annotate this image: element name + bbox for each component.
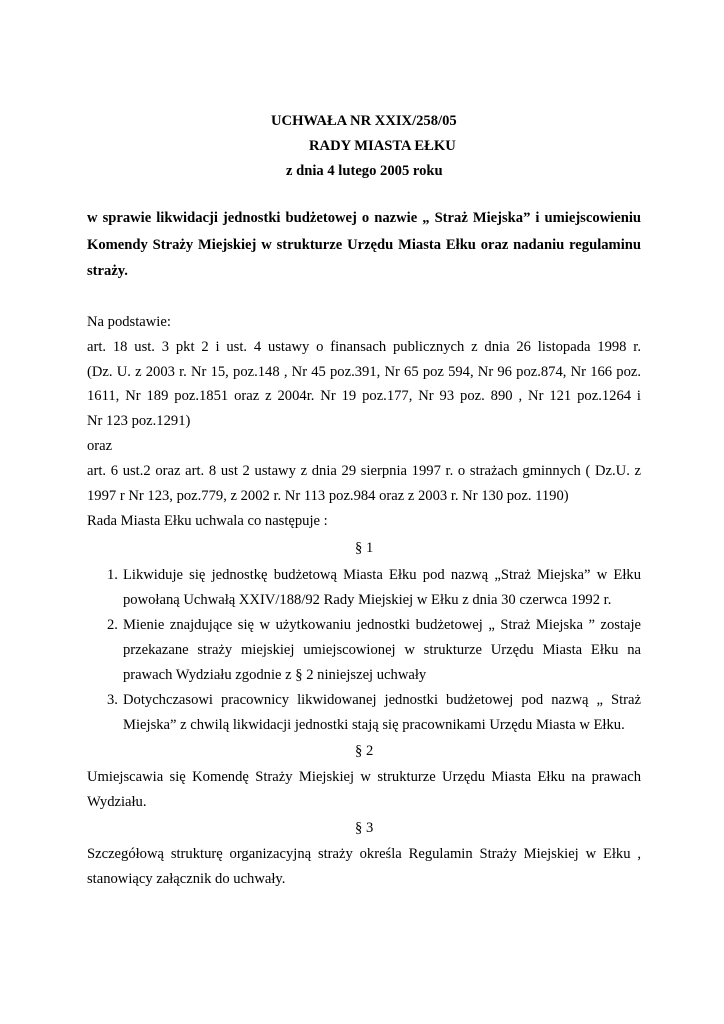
section-heading-3: § 3 — [355, 820, 374, 836]
basis-law-line: (Dz. U. z 2003 r. Nr 15, poz.148 , Nr 45 poz.391, Nr 65 poz 594, Nr 96 poz.874, Nr 166 poz. — [87, 364, 641, 380]
basis-conjunction: oraz — [87, 438, 113, 454]
section-3-text: Szczegółową strukturę organizacyjną straży określa Regulamin Straży Miejskiej w Ełku , — [87, 846, 641, 862]
basis-law-line: art. 18 ust. 3 pkt 2 i ust. 4 ustawy o finansach publicznych z dnia 26 listopada 1998 r. — [87, 339, 641, 355]
basis-law-line: 1611, Nr 189 poz.1851 oraz z 2004r. Nr 19 poz.177, Nr 93 poz. 890 , Nr 121 poz.1264 i — [87, 388, 641, 404]
resolution-title: UCHWAŁA NR XXIX/258/05 — [271, 113, 457, 129]
list-item-line: Miejska” z chwilą likwidacji jednostki stają się pracownikami Urzędu Miasta w Ełku. — [123, 717, 625, 733]
subject-line: w sprawie likwidacji jednostki budżetowej o nazwie „ Straż Miejska” i umiejscowieniu — [87, 210, 641, 226]
section-heading-1: § 1 — [355, 540, 374, 556]
list-item-number: 3. — [107, 692, 118, 708]
basis-law-line: 1997 r Nr 123, poz.779, z 2002 r. Nr 113 poz.984 oraz z 2003 r. Nr 130 poz. 1190) — [87, 488, 569, 504]
section-2-text: Umiejscawia się Komendę Straży Miejskiej w strukturze Urzędu Miasta Ełku na prawach — [87, 769, 641, 785]
list-item-line: powołaną Uchwałą XXIV/188/92 Rady Miejskiej w Ełku z dnia 30 czerwca 1992 r. — [123, 592, 612, 608]
resolution-statement: Rada Miasta Ełku uchwala co następuje : — [87, 513, 328, 529]
resolution-date: z dnia 4 lutego 2005 roku — [286, 163, 443, 179]
issuer-name: RADY MIASTA EŁKU — [309, 138, 456, 154]
section-heading-2: § 2 — [355, 743, 374, 759]
list-item-number: 1. — [107, 567, 118, 583]
section-2-text: Wydziału. — [87, 794, 147, 810]
list-item-line: przekazane straży miejskiej umiejscowionej w strukturze Urzędu Miasta Ełku na — [123, 642, 641, 658]
list-item-number: 2. — [107, 617, 118, 633]
section-3-text: stanowiący załącznik do uchwały. — [87, 871, 286, 887]
list-item-line: Dotychczasowi pracownicy likwidowanej jednostki budżetowej pod nazwą „ Straż — [123, 692, 641, 708]
basis-law-line: art. 6 ust.2 oraz art. 8 ust 2 ustawy z dnia 29 sierpnia 1997 r. o strażach gminnych ( Dz.U. z — [87, 463, 641, 479]
list-item-line: Mienie znajdujące się w użytkowaniu jednostki budżetowej „ Straż Miejska ” zostaje — [123, 617, 641, 633]
list-item-line: Likwiduje się jednostkę budżetową Miasta Ełku pod nazwą „Straż Miejska” w Ełku — [123, 567, 641, 583]
basis-intro: Na podstawie: — [87, 314, 171, 330]
subject-line: Komendy Straży Miejskiej w strukturze Urzędu Miasta Ełku oraz nadaniu regulaminu — [87, 237, 641, 253]
subject-line: straży. — [87, 263, 128, 279]
basis-law-line: Nr 123 poz.1291) — [87, 413, 191, 429]
list-item-line: prawach Wydziału zgodnie z § 2 niniejszej uchwały — [123, 667, 427, 683]
